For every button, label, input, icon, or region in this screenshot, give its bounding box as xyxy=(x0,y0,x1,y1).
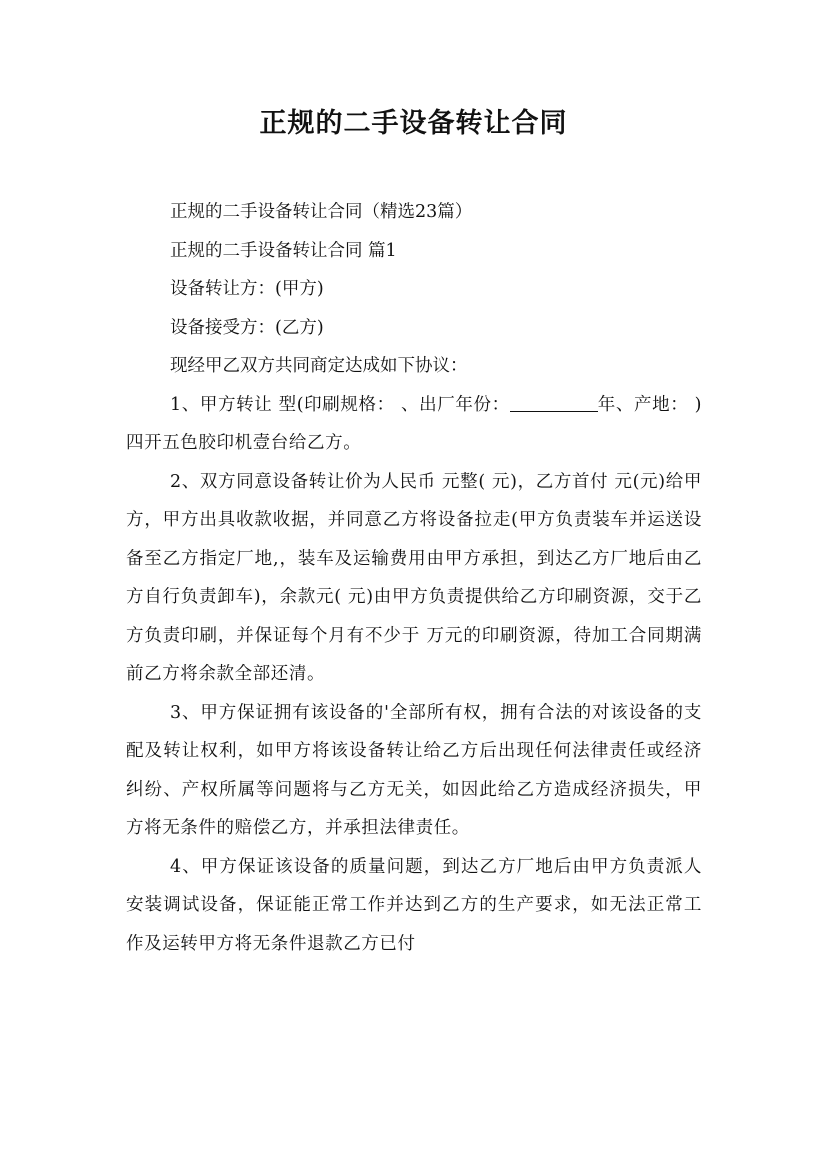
fill-in-blank-year xyxy=(510,393,598,412)
clause-2: 2、双方同意设备转让价为人民币 元整( 元)，乙方首付 元(元)给甲方，甲方出具收款收据，并同意乙方将设备拉走(甲方负责装车并运送设备至乙方指定厂地,，装车及运输费用由甲方承担，到达乙方厂地后由乙方自行负责卸车)，余款元( 元)由甲方负责提供给乙方印刷资源，交于乙方负责印刷，并保证每个月有不少于 万元的印刷资源，待加工合同期满前乙方将余款全部还清。 xyxy=(126,471,702,684)
text-line-transferee: 设备接受方：(乙方) xyxy=(170,317,324,338)
text-line-transferor: 设备转让方：(甲方) xyxy=(170,279,324,299)
document-title: 正规的二手设备转让合同 xyxy=(259,108,568,139)
text-line-agreement-intro: 现经甲乙双方共同商定达成如下协议： xyxy=(170,356,468,376)
text-line-subtitle: 正规的二手设备转让合同（精选23篇） xyxy=(170,202,473,222)
clause-1-part-b: 年、产地： )四开五色胶印机壹台给乙方。 xyxy=(126,394,703,453)
document-body xyxy=(126,193,702,963)
clause-1-part-a: 1、甲方转让 型(印刷规格： 、出厂年份： xyxy=(170,394,510,415)
clause-1 xyxy=(126,386,702,463)
clause-4: 4、甲方保证该设备的质量问题，到达乙方厂地后由甲方负责派人安装调试设备，保证能正常工作并达到乙方的生产要求，如无法正常工作及运转甲方将无条件退款乙方已付 xyxy=(126,856,702,954)
text-line-section-heading: 正规的二手设备转让合同 篇1 xyxy=(170,240,397,261)
clause-3: 3、甲方保证拥有该设备的'全部所有权，拥有合法的对该设备的支配及转让权利，如甲方将该设备转让给乙方后出现任何法律责任或经济纠纷、产权所属等问题将与乙方无关，如因此给乙方造成经济损失，甲方将无条件的赔偿乙方，并承担法律责任。 xyxy=(126,702,702,838)
